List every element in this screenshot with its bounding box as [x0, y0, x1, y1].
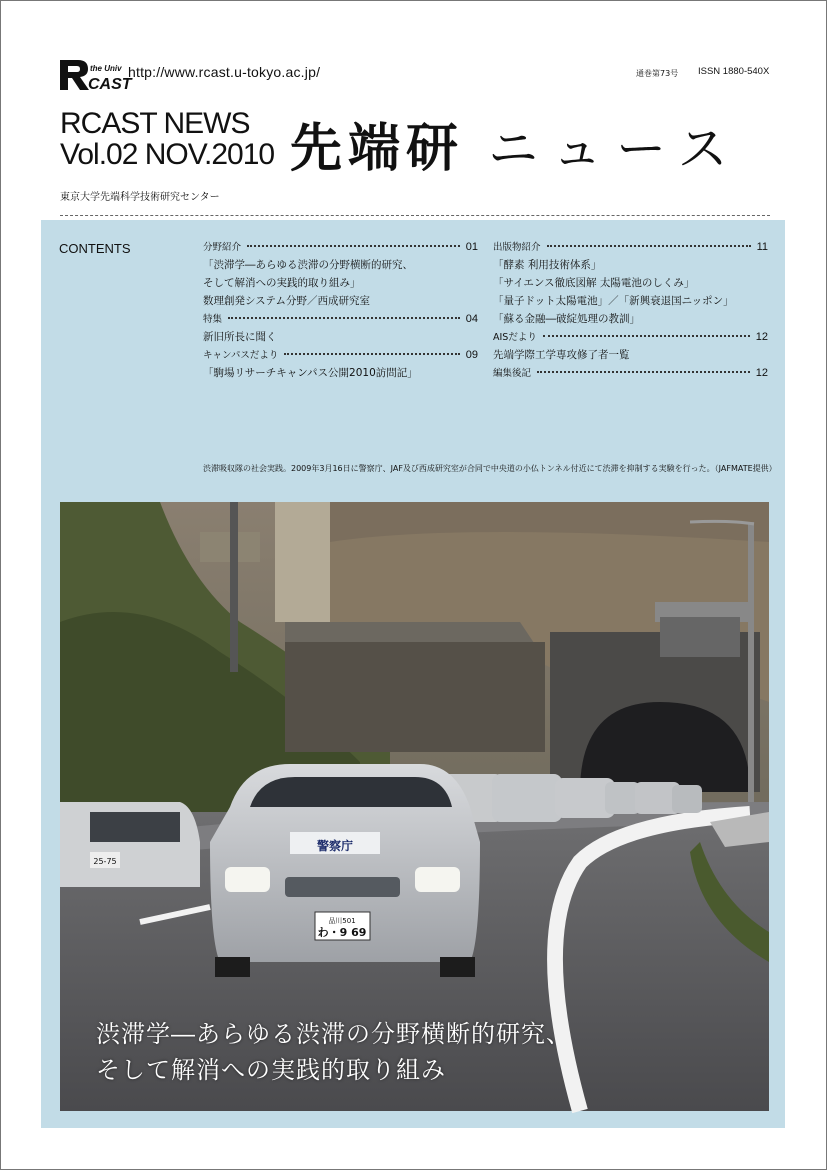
toc-leader-dots [247, 245, 460, 247]
toc-entry[interactable]: 「酵素 利用技術体系」 [493, 259, 602, 271]
headline-line-1: 渋滞学―あらゆる渋滞の分野横断的研究、 [96, 1020, 571, 1048]
toc-entry[interactable]: 「量子ドット太陽電池」／「新興衰退国ニッポン」 [493, 295, 734, 307]
issue-number: 通巻第73号 [636, 69, 679, 78]
plate-bottom: わ・9 69 [317, 926, 367, 939]
toc-section-left-6[interactable] [203, 347, 478, 365]
toc-entry[interactable]: そして解消への実践的取り組み」 [203, 277, 361, 289]
side-plate: 25-75 [93, 857, 117, 866]
toc-section-label: 出版物紹介 [493, 242, 541, 253]
issn: ISSN 1880-540X [698, 66, 770, 77]
toc-entry[interactable]: 数理創発システム分野／西成研究室 [203, 295, 370, 307]
cover-photo [60, 502, 769, 1111]
center-name: 東京大学先端科学技術研究センター [60, 192, 220, 203]
newsletter-title-en: RCAST NEWS [60, 107, 250, 140]
toc-page-number: 12 [755, 331, 768, 343]
toc-entry[interactable]: 「駒場リサーチキャンパス公開2010訪問記」 [203, 367, 418, 379]
photo-caption: 渋滞吸収隊の社会実践。2009年3月16日に警察庁、JAF及び西成研究室が合同で中央道の小仏トンネル付近にて渋滞を抑制する実験を行った。（JAFMATE提供） [203, 464, 777, 473]
toc-leader-dots [228, 317, 460, 319]
contents-heading: CONTENTS [59, 241, 131, 256]
toc-page-number: 04 [465, 313, 478, 325]
toc-leader-dots [284, 353, 459, 355]
toc-page-number: 11 [756, 241, 768, 253]
toc-entry[interactable]: 新旧所長に聞く [203, 331, 277, 343]
website-url[interactable]: http://www.rcast.u-tokyo.ac.jp/ [128, 64, 321, 80]
title-jp-kanji: 先端研 [290, 119, 465, 179]
volume-date: Vol.02 NOV.2010 [60, 138, 275, 171]
toc-section-right-5[interactable] [493, 329, 768, 347]
newsletter-title-jp [290, 106, 742, 181]
toc-section-label: キャンパスだより [203, 350, 279, 361]
toc-section-right-7[interactable] [493, 365, 768, 383]
toc-entry[interactable]: 先端学際工学専攻修了者一覧 [493, 349, 630, 361]
toc-right-column [493, 239, 768, 383]
toc-page-number: 12 [755, 367, 768, 379]
svg-text:CAST: CAST [88, 76, 132, 93]
toc-leader-dots [543, 335, 750, 337]
toc-page-number: 01 [465, 241, 478, 253]
toc-left-column [203, 239, 478, 383]
toc-section-label: AISだより [493, 332, 537, 343]
toc-leader-dots [547, 245, 751, 247]
plate-top: 品川501 [328, 917, 356, 925]
header-divider [60, 215, 770, 216]
toc-section-label: 特集 [203, 314, 223, 325]
toc-section-left-4[interactable] [203, 311, 478, 329]
police-sign: 警察庁 [316, 839, 354, 853]
title-jp-kana: ニュース [488, 120, 742, 178]
toc-section-right-0[interactable] [493, 239, 768, 257]
toc-entry[interactable]: 「サイエンス徹底図解 太陽電池のしくみ」 [493, 277, 695, 289]
toc-entry[interactable]: 「渋滞学―あらゆる渋滞の分野横断的研究、 [203, 259, 413, 271]
toc-page-number: 09 [465, 349, 478, 361]
svg-text:the Univ: the Univ [90, 64, 122, 73]
toc-section-left-0[interactable] [203, 239, 478, 257]
rcast-logo [58, 58, 132, 93]
toc-section-label: 編集後記 [493, 368, 532, 379]
toc-leader-dots [537, 371, 750, 373]
cover-headline [96, 1016, 571, 1088]
toc-section-label: 分野紹介 [203, 242, 242, 253]
toc-entry[interactable]: 「蘇る金融―破綻処理の教訓」 [493, 313, 640, 325]
headline-line-2: そして解消への実践的取り組み [96, 1056, 446, 1084]
